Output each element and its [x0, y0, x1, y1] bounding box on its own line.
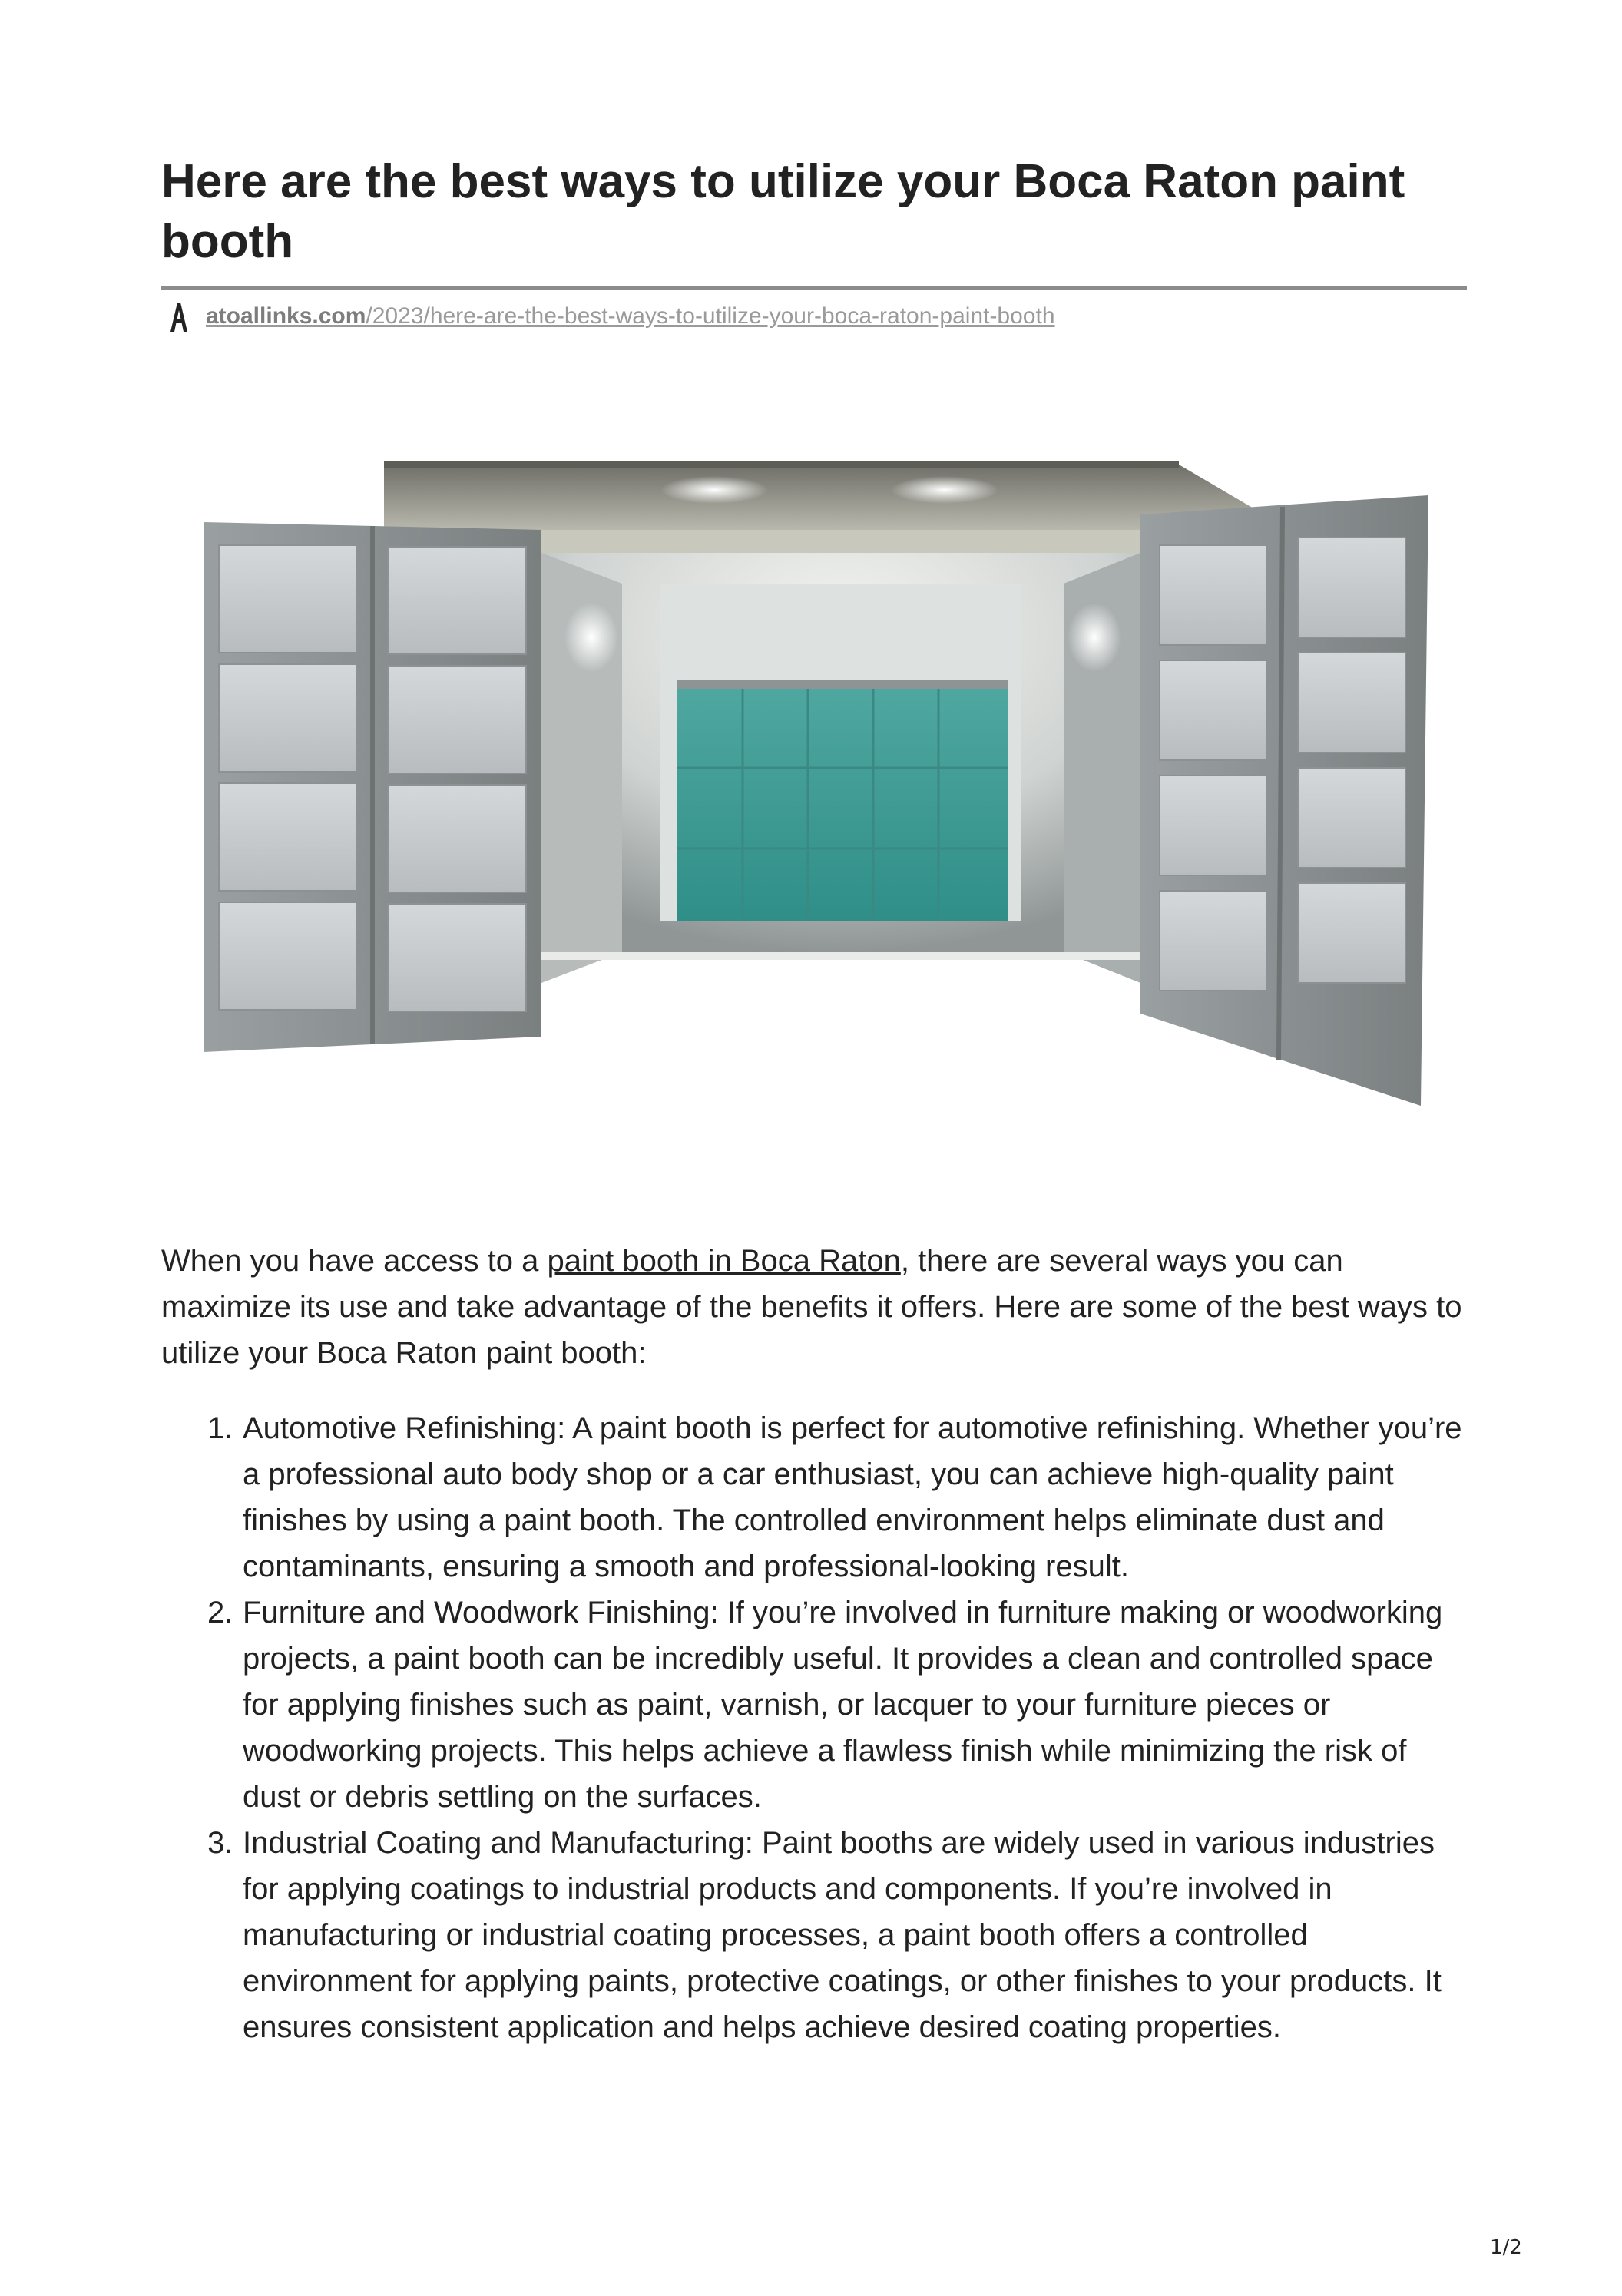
paint-booth-image [161, 430, 1467, 1121]
list-item-text: Furniture and Woodwork Finishing: If you’re involved in furniture making or woodworking projects, a paint booth can be incredibly useful. It provides a clean and controlled space for applying finishes such as paint, varnish, or lacquer to your furniture pieces or woodworking projects. This helps achieve a flawless finish while minimizing the risk of dust or debris settling on the surfaces. [243, 1596, 1443, 1814]
page-number: 1/2 [1490, 2236, 1522, 2259]
list-item [161, 1405, 1467, 1590]
list-number: 3. [207, 1826, 233, 1860]
list-number: 2. [207, 1596, 233, 1629]
source-domain: atoallinks.com [206, 303, 366, 329]
list-item [161, 1820, 1467, 2050]
page-title: Here are the best ways to utilize your Boca Raton paint booth [161, 155, 1405, 268]
logo-letter: A [169, 301, 170, 302]
list-item-text: Automotive Refinishing: A paint booth is perfect for automotive refinishing. Whether you’re a professional auto body shop or a car enthusiast, you can achieve high-quality paint finishes by using a paint booth. The controlled environment helps eliminate dust and contaminants, ensuring a smooth and professional-looking result. [243, 1411, 1462, 1583]
intro-text-after: , there are several ways you can maximize its use and take advantage of the benefits it offers. Here are some of the best ways to utilize your Boca Raton paint booth: [161, 1244, 1462, 1370]
list-item-text: Industrial Coating and Manufacturing: Paint booths are widely used in various industries for applying coatings to industrial products and components. If you’re involved in manufacturing or industrial coating processes, a paint booth offers a controlled environment for applying paints, protective coatings, or other finishes to your products. It ensures consistent application and helps achieve desired coating properties. [243, 1826, 1442, 2044]
paint-booth-link[interactable]: paint booth in Boca Raton [547, 1244, 901, 1278]
title-divider [161, 286, 1467, 290]
site-logo-icon [169, 301, 189, 332]
source-url-link[interactable] [206, 303, 1055, 329]
list-number: 1. [207, 1411, 233, 1445]
ways-list [161, 1405, 1467, 2050]
intro-paragraph [161, 1238, 1467, 1376]
list-item [161, 1590, 1467, 1820]
source-line [169, 301, 1055, 332]
source-path: /2023/here-are-the-best-ways-to-utilize-your-boca-raton-paint-booth [366, 303, 1055, 329]
intro-text-before: When you have access to a [161, 1244, 548, 1278]
